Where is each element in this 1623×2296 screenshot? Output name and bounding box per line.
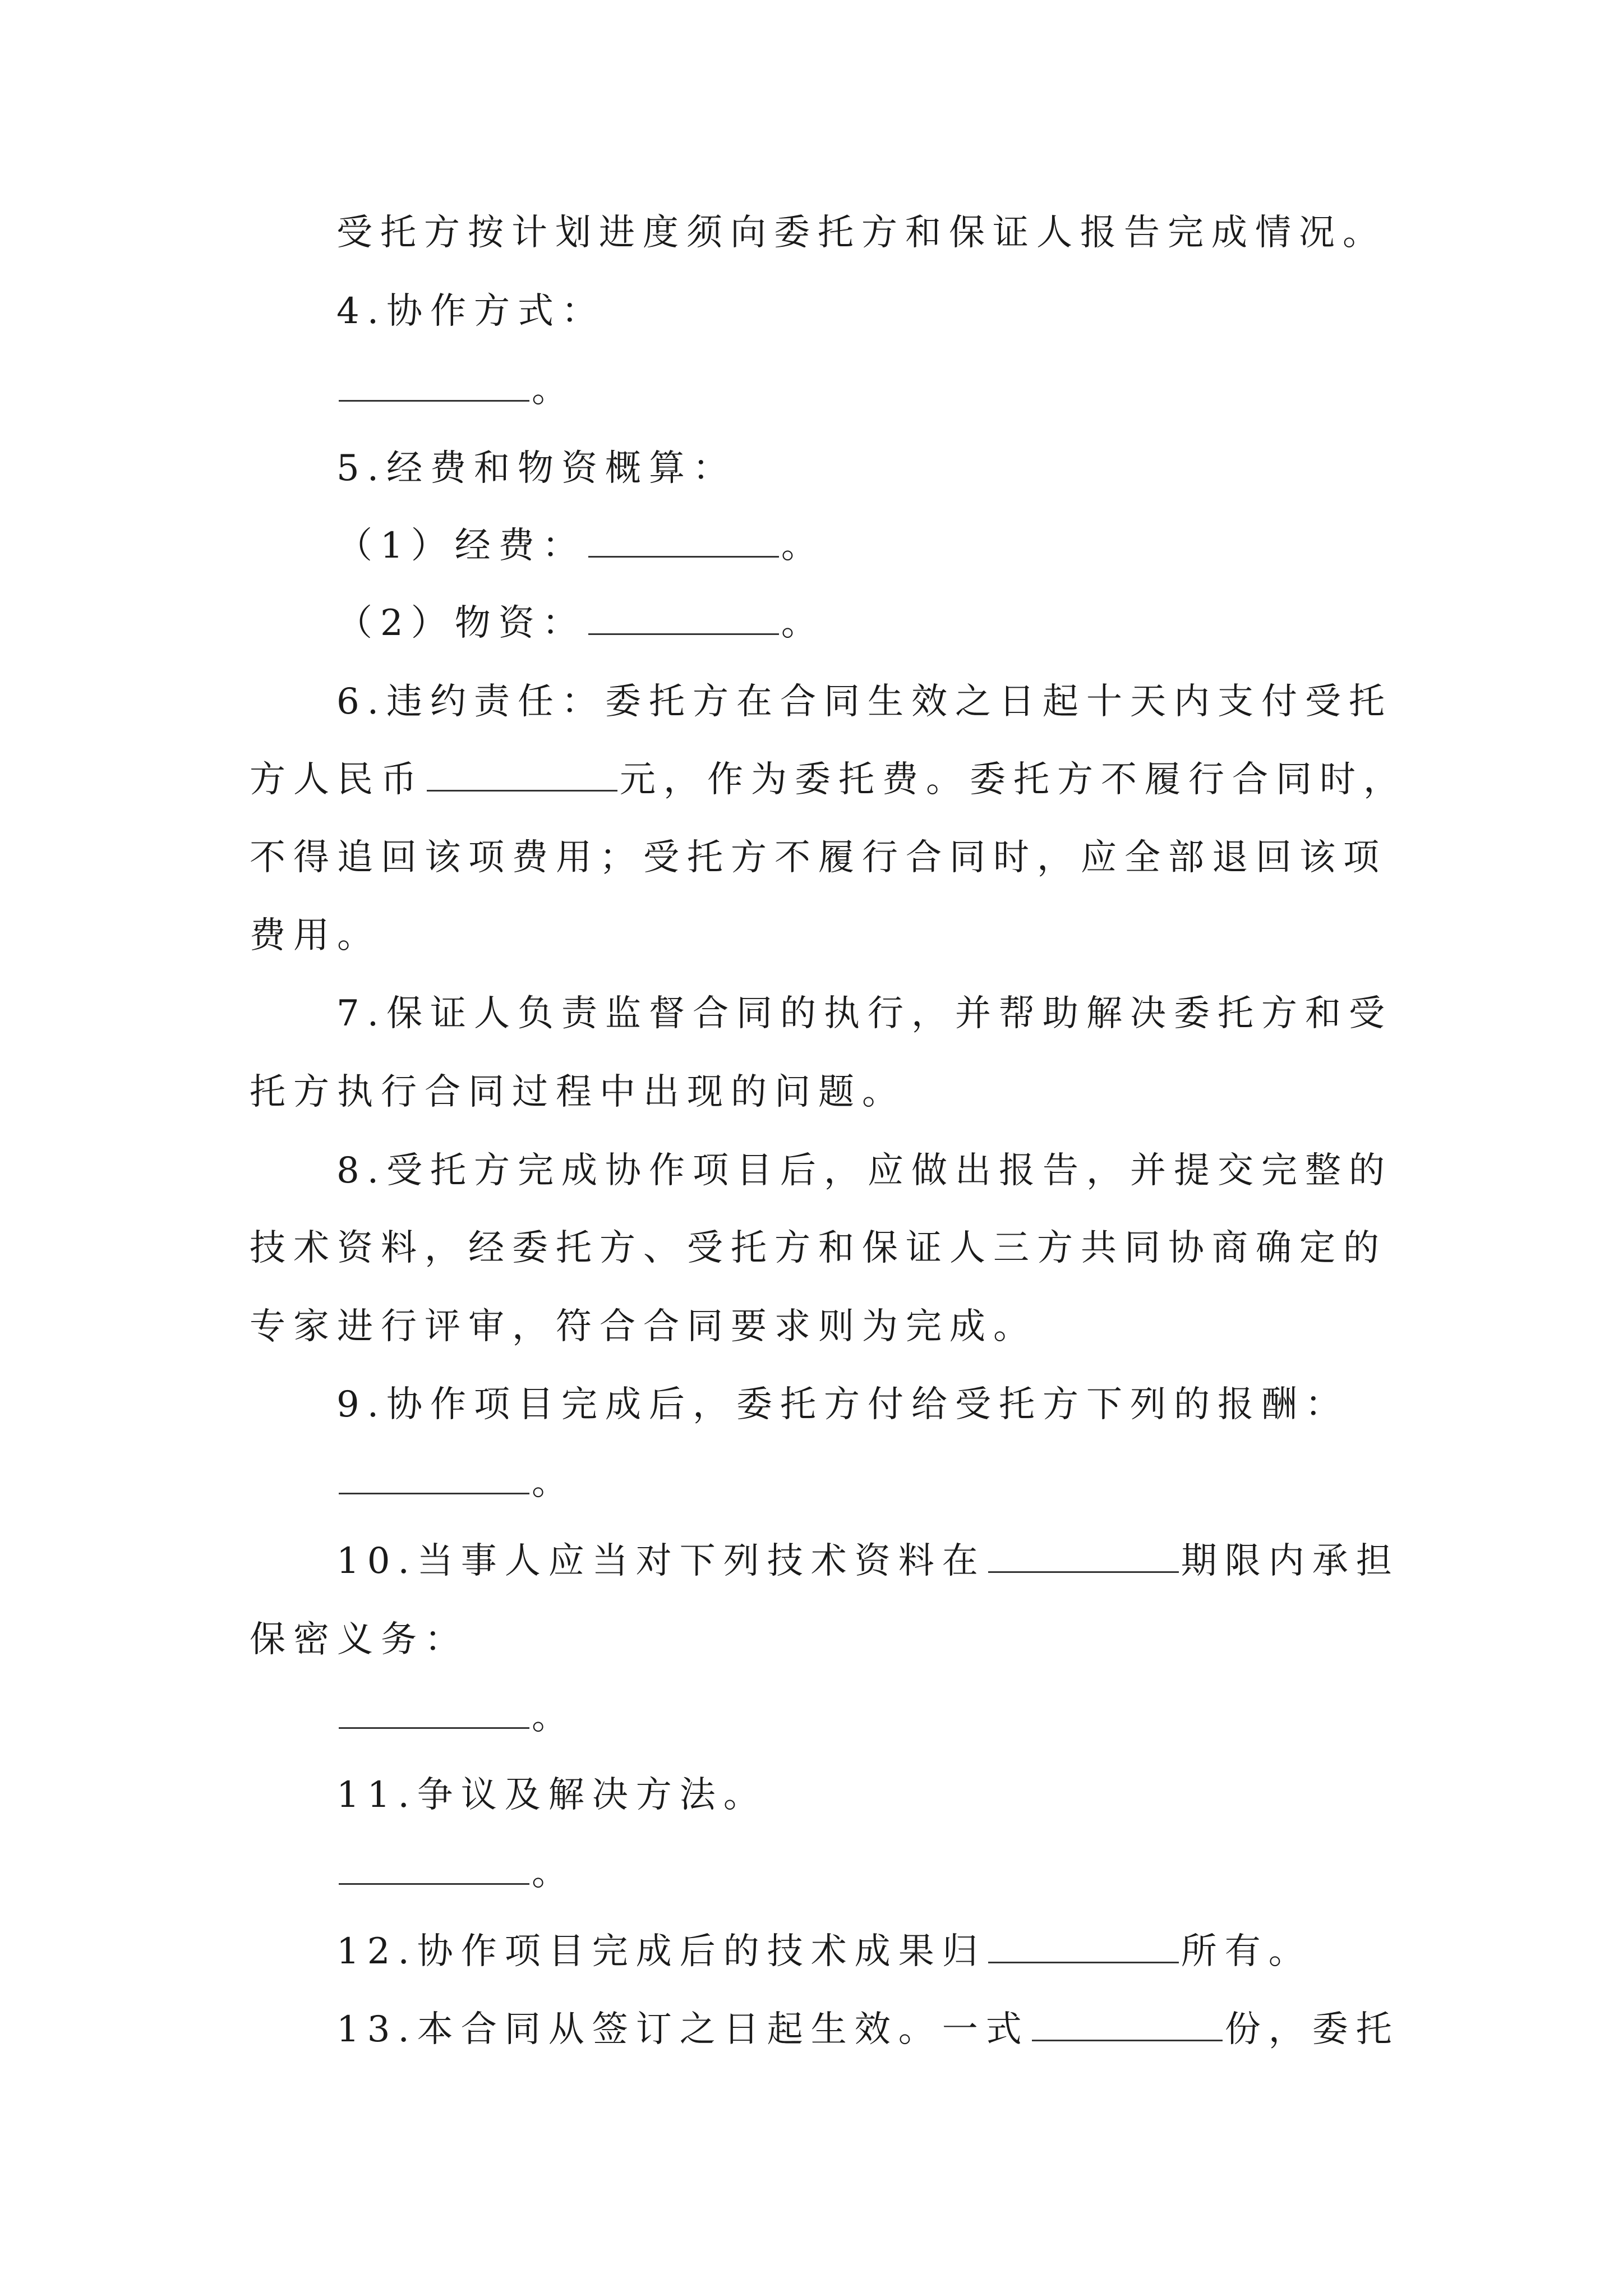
text: 期限内承担: [1181, 1540, 1400, 1582]
text: 12.协作项目完成后的技术成果归: [336, 1931, 986, 1972]
clause-4-heading: [336, 286, 605, 337]
text: 4.协作方式：: [336, 291, 606, 332]
text: 5.经费和物资概算：: [336, 448, 737, 489]
fill-in-blank[interactable]: [588, 600, 779, 635]
text: 。: [781, 602, 825, 644]
clause-5-materials-line: [336, 598, 825, 648]
fill-in-blank[interactable]: [339, 1694, 529, 1729]
clause-8-line: [250, 1301, 1037, 1352]
text: 托方执行合同过程中出现的问题。: [250, 1071, 906, 1113]
text: 。: [532, 369, 575, 411]
fill-in-blank[interactable]: [988, 1538, 1179, 1573]
clause-5-heading: [336, 443, 736, 494]
clause-5-funds-line: [336, 521, 825, 571]
clause-8-line: [336, 1145, 1393, 1196]
text: 。: [532, 1462, 575, 1503]
text: 10.当事人应当对下列技术资料在: [336, 1540, 986, 1582]
text: 受托方按计划进度须向委托方和保证人报告完成情况。: [336, 212, 1386, 254]
clause-6-line: [336, 677, 1393, 727]
text: 元，作为委托费。委托方不履行合同时，: [620, 759, 1407, 800]
text: 9.协作项目完成后，委托方付给受托方下列的报酬：: [336, 1384, 1349, 1425]
clause-8-line: [250, 1223, 1387, 1273]
fill-in-blank[interactable]: [339, 1459, 529, 1494]
clause-11-heading: [336, 1770, 767, 1820]
text: 所有。: [1181, 1931, 1312, 1972]
text: 专家进行评审，符合合同要求则为完成。: [250, 1306, 1037, 1347]
clause-12-line: [336, 1926, 1312, 1977]
text: （1）经费：: [336, 525, 586, 567]
text: 技术资料，经委托方、受托方和保证人三方共同协商确定的: [250, 1227, 1387, 1269]
text: 7.保证人负责监督合同的执行，并帮助解决委托方和受: [336, 993, 1393, 1034]
clause-10-line: [336, 1536, 1400, 1586]
text: 。: [532, 1852, 575, 1894]
clause-6-line: [250, 832, 1387, 883]
clause-9-line: [336, 1379, 1349, 1430]
clause-7-line: [336, 988, 1393, 1039]
clause-6-line: [250, 910, 381, 961]
paragraph-line: [336, 208, 1386, 258]
fill-in-blank[interactable]: [988, 1928, 1179, 1963]
clause-10-fill-line: [336, 1692, 575, 1742]
clause-13-line: [336, 2004, 1400, 2055]
text: 保密义务：: [250, 1619, 468, 1660]
text: 份，委托: [1224, 2009, 1400, 2050]
clause-6-line: [250, 754, 1407, 805]
text: 8.受托方完成协作项目后，应做出报告，并提交完整的: [336, 1150, 1393, 1191]
fill-in-blank[interactable]: [339, 1849, 529, 1885]
text: 。: [781, 525, 825, 567]
text: 13.本合同从签订之日起生效。一式: [336, 2009, 1030, 2050]
text: 方人民币: [250, 759, 425, 800]
text: 11.争议及解决方法。: [336, 1774, 767, 1816]
text: 费用。: [250, 915, 381, 956]
text: 。: [532, 1696, 575, 1738]
fill-in-blank[interactable]: [339, 366, 529, 402]
fill-in-blank[interactable]: [1032, 2006, 1223, 2041]
clause-11-fill-line: [336, 1848, 575, 1898]
fill-in-blank[interactable]: [588, 522, 779, 558]
text: （2）物资：: [336, 602, 586, 644]
clause-7-line: [250, 1067, 906, 1117]
fill-in-blank[interactable]: [427, 756, 617, 792]
clause-4-fill-line: [336, 365, 575, 415]
clause-10-line: [250, 1614, 468, 1665]
text: 不得追回该项费用；受托方不履行合同时，应全部退回该项: [250, 837, 1387, 878]
clause-9-fill-line: [336, 1457, 575, 1508]
text: 6.违约责任：委托方在合同生效之日起十天内支付受托: [336, 681, 1393, 723]
